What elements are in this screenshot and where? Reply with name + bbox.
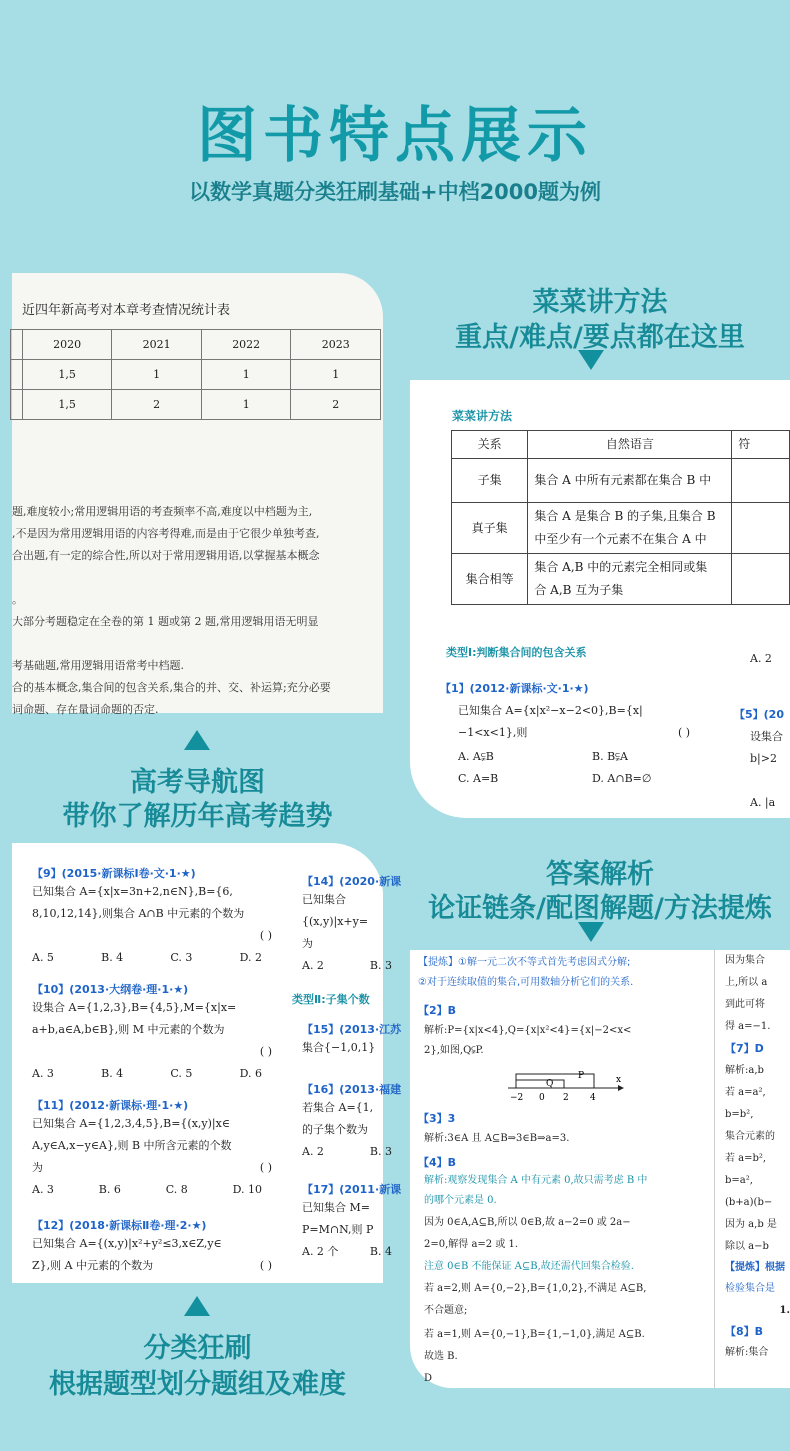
table-caption: 近四年新高考对本章考查情况统计表 — [22, 303, 231, 318]
table-cell: 1 — [201, 360, 291, 390]
table-cell: 1 — [112, 360, 202, 390]
type-title: 类型Ⅰ:判断集合间的包含关系 — [446, 646, 587, 659]
side-text: 因为 a,b 是 — [725, 1219, 777, 1230]
option: B. 4 — [101, 951, 124, 964]
right-column — [302, 1021, 402, 1059]
question-text: 8,10,12,14},则集合 A∩B 中元素的个数为 — [32, 907, 245, 920]
option: B. 3 — [369, 1145, 392, 1158]
answer-text: 解析:3∈A 且 A⊆B⇒3∈B⇒a=3. — [424, 1133, 570, 1144]
question-text: P=M∩N,则 P — [302, 1223, 374, 1236]
right-column — [302, 1081, 402, 1163]
page-title: 图书特点展示 — [197, 101, 593, 171]
answer-label: 【2】B — [418, 1004, 457, 1017]
table-cell: 1,5 — [22, 360, 112, 390]
question-text: A,y∈A,x−y∈A},则 B 中所含元素的个数 — [32, 1139, 232, 1152]
table-cell: 2 — [112, 390, 202, 420]
table-cell: 1,5 — [22, 390, 112, 420]
axis-tick: 4 — [590, 1093, 596, 1103]
paragraph-line: 合的基本概念,集合间的包含关系,集合的并、交、补运算;充分必要 — [12, 681, 331, 694]
answer-text: 若 a=2,则 A={0,−2},B={1,0,2},不满足 A⊆B, — [424, 1283, 647, 1294]
caption-method-desc: 重点/难点/要点都在这里 — [455, 322, 745, 353]
axis-tick: 0 — [539, 1093, 545, 1103]
question-text: −1<x<1},则 — [458, 726, 528, 739]
answer-text: 故选 B. — [424, 1351, 458, 1362]
table-cell: 1 — [201, 390, 291, 420]
option: B. 6 — [98, 1183, 121, 1196]
caption-practice-desc: 根据题型划分题组及难度 — [49, 1369, 346, 1400]
side-option: A. 2 — [750, 652, 772, 665]
question-block — [32, 1217, 292, 1277]
option: B. 3 — [369, 959, 392, 972]
axis-label-x: x — [616, 1075, 622, 1085]
question-text: {(x,y)|x+y= — [302, 915, 369, 928]
option: C. 8 — [165, 1183, 188, 1196]
exam-navigation-card — [12, 273, 383, 716]
caption-practice-title: 分类狂刷 — [143, 1333, 252, 1364]
arrow-up-icon — [184, 730, 210, 750]
side-question-label: 【5】(20 — [734, 708, 784, 721]
paragraph-line: 题,难度较小;常用逻辑用语的考查频率不高,难度以中档题为主, — [12, 505, 313, 518]
question-text: 为 — [32, 1161, 43, 1174]
year-cell: 2021 — [112, 330, 202, 360]
answer-text: 2=0,解得 a=2 或 1. — [424, 1239, 519, 1250]
question-text: Z},则 A 中元素的个数为 — [32, 1259, 154, 1272]
header-cell: 自然语言 — [528, 431, 732, 459]
table-header-row — [452, 431, 790, 459]
answer-text: 不合题意; — [424, 1305, 468, 1316]
answer-paren: ( ) — [259, 1045, 272, 1058]
option: D. 6 — [239, 1067, 262, 1080]
table-row — [11, 360, 381, 390]
caption-navigation-desc: 带你了解历年高考趋势 — [62, 801, 333, 832]
year-cell: 2020 — [22, 330, 112, 360]
answer-label: 【4】B — [418, 1156, 457, 1169]
answer-text: 解析:P={x|x<4},Q={x|x²<4}={x|−2<x< — [424, 1025, 632, 1036]
question-text: 已知集合 — [302, 893, 346, 906]
answer-card — [410, 950, 790, 1388]
caption-navigation-title: 高考导航图 — [130, 767, 265, 798]
side-text: 到此可将 — [725, 999, 765, 1010]
right-column — [302, 873, 402, 977]
answer-text: 因为 0∈A,A⊆B,所以 0∈B,故 a−2=0 或 2a− — [424, 1217, 631, 1228]
type-title: 类型Ⅱ:子集个数 — [292, 993, 370, 1006]
tip-text: ②对于连续取值的集合,可用数轴分析它们的关系. — [418, 977, 634, 988]
side-text: 检验集合是 — [725, 1283, 775, 1294]
axis-label-p: P — [578, 1071, 585, 1081]
side-option: A. |a — [750, 796, 776, 809]
answer-paren: ( ) — [259, 1259, 272, 1272]
question-text: 若集合 A={1, — [302, 1101, 374, 1114]
paragraph-line: 合出题,有一定的综合性,所以对于常用逻辑用语,以掌握基本概念 — [12, 549, 320, 562]
question-label: 【11】(2012·新课标·理·1·★) — [32, 1099, 189, 1112]
side-text: 上,所以 a — [725, 977, 768, 988]
desc-cell: 集合 A,B 中的元素完全相同或集 合 A,B 互为子集 — [528, 554, 732, 605]
option: A. 3 — [32, 1183, 54, 1196]
table-cell: 1 — [291, 360, 381, 390]
method-heading: 菜菜讲方法 — [452, 409, 513, 423]
question-label: 【1】(2012·新课标·文·1·★) — [440, 682, 589, 695]
option: D. 2 — [239, 951, 262, 964]
side-label: 【8】B — [725, 1325, 764, 1338]
answer-text: 解析:观察发现集合 A 中有元素 0,故只需考虑 B 中 — [424, 1175, 648, 1186]
arrow-up-icon — [184, 1296, 210, 1316]
year-cell: 2023 — [291, 330, 381, 360]
option: B. B⫋A — [592, 750, 628, 763]
axis-label-q: Q — [546, 1079, 554, 1089]
relation-cell: 子集 — [452, 459, 528, 503]
option: A. 2 — [302, 1145, 324, 1158]
question-text: 已知集合 A={x|x²−x−2<0},B={x| — [458, 704, 643, 717]
answer-text: 的哪个元素是 0. — [424, 1195, 497, 1206]
side-text: 得 a=−1. — [725, 1021, 771, 1032]
relation-cell: 集合相等 — [452, 554, 528, 605]
option: A. 3 — [32, 1067, 54, 1080]
axis-tick: 2 — [563, 1093, 569, 1103]
question-text: 已知集合 A={1,2,3,4,5},B={(x,y)|x∈ — [32, 1117, 230, 1130]
question-text: 已知集合 A={(x,y)|x²+y²≤3,x∈Z,y∈ — [32, 1237, 222, 1250]
axis-tick: −2 — [510, 1093, 524, 1103]
side-text: b=a², — [725, 1175, 753, 1186]
answer-text: D — [424, 1373, 433, 1384]
relation-cell: 真子集 — [452, 503, 528, 554]
header-cell: 符 — [732, 431, 790, 459]
paragraph-line: 词命题、存在量词命题的否定. — [12, 703, 159, 716]
number-line-diagram — [506, 1068, 626, 1108]
question-text: 已知集合 A={x|x=3n+2,n∈N},B={6, — [32, 885, 233, 898]
question-label: 【9】(2015·新课标Ⅰ卷·文·1·★) — [32, 867, 196, 880]
tip-text: 【提炼】①解一元二次不等式首先考虑因式分解; — [418, 957, 631, 968]
caption-answer-title: 答案解析 — [546, 859, 654, 890]
answer-paren: ( ) — [259, 929, 272, 942]
table-row — [452, 503, 790, 554]
question-label: 【14】(2020·新课 — [302, 875, 402, 888]
answer-text: 2},如图,Q⫋P. — [424, 1045, 484, 1056]
option: D. A∩B=∅ — [592, 772, 652, 785]
option: A. 2 个 — [302, 1245, 339, 1258]
question-text: 已知集合 M= — [302, 1201, 370, 1214]
option: B. 4 — [369, 1245, 392, 1258]
right-column — [302, 1181, 402, 1263]
question-text: 为 — [302, 937, 313, 950]
answer-text: 若 a=1,则 A={0,−1},B={1,−1,0},满足 A⊆B. — [424, 1329, 645, 1340]
side-column — [714, 950, 790, 1388]
caption-method-title: 菜菜讲方法 — [532, 287, 668, 318]
answer-paren: ( ) — [678, 726, 691, 739]
answer-note: 注意 0∈B 不能保证 A⊆B,故还需代回集合检验. — [424, 1261, 634, 1272]
question-label: 【10】(2013·大纲卷·理·1·★) — [32, 983, 189, 996]
question-text: 设集合 A={1,2,3},B={4,5},M={x|x= — [32, 1001, 237, 1014]
table-cell: 2 — [291, 390, 381, 420]
question-text: a+b,a∈A,b∈B},则 M 中元素的个数为 — [32, 1023, 225, 1036]
question-text: 的子集个数为 — [302, 1123, 368, 1136]
side-text: (b+a)(b− — [725, 1197, 773, 1208]
question-label: 【15】(2013·江苏 — [302, 1023, 402, 1036]
question-block — [32, 1097, 292, 1201]
paragraph-line: 。 — [12, 593, 23, 606]
answer-paren: ( ) — [259, 1161, 272, 1174]
side-question-text: 设集合 — [750, 730, 783, 743]
table-row — [452, 459, 790, 503]
side-text: 除以 a−b — [725, 1241, 769, 1252]
desc-cell: 集合 A 是集合 B 的子集,且集合 B 中至少有一个元素不在集合 A 中 — [528, 503, 732, 554]
paragraph-line: 大部分考题稳定在全卷的第 1 题或第 2 题,常用逻辑用语无明显 — [12, 615, 319, 628]
question-label: 【16】(2013·福建 — [302, 1083, 402, 1096]
side-text: 因为集合 — [725, 955, 765, 966]
practice-card — [12, 843, 402, 1283]
side-text: 解析:集合 — [725, 1347, 769, 1358]
paragraph-line: ,不是因为常用逻辑用语的内容考得难,而是由于它很少单独考查, — [12, 527, 320, 540]
question-block — [32, 865, 292, 969]
option: D. 10 — [232, 1183, 262, 1196]
caption-answer-desc: 论证链条/配图解题/方法提炼 — [428, 893, 772, 924]
side-text: 若 a=b², — [725, 1153, 767, 1164]
relation-table — [451, 430, 790, 605]
option: A. A⫋B — [458, 750, 494, 763]
side-question-text: b|>2 — [750, 752, 777, 765]
year-cell: 2022 — [201, 330, 291, 360]
side-text: 1. — [779, 1305, 790, 1316]
side-text: 解析:a,b — [725, 1065, 764, 1076]
side-text: b=b², — [725, 1109, 754, 1120]
option: A. 5 — [32, 951, 54, 964]
page-subtitle: 以数学真题分类狂刷基础+中档2000题为例 — [188, 180, 602, 204]
answer-label: 【3】3 — [418, 1112, 456, 1125]
side-text: 集合元素的 — [725, 1131, 775, 1142]
method-card — [410, 380, 790, 818]
desc-cell: 集合 A 中所有元素都在集合 B 中 — [528, 459, 732, 503]
side-label: 【提炼】根据 — [725, 1262, 785, 1273]
paragraph-line: 考基础题,常用逻辑用语常考中档题. — [12, 659, 184, 672]
exam-stats-table — [10, 329, 381, 420]
table-row — [452, 554, 790, 605]
option: C. A=B — [458, 772, 499, 785]
option: C. 3 — [170, 951, 193, 964]
question-label: 【17】(2011·新课 — [302, 1183, 402, 1196]
side-text: 若 a=a², — [725, 1087, 766, 1098]
question-text: 集合{−1,0,1} — [302, 1041, 376, 1054]
side-label: 【7】D — [725, 1042, 764, 1055]
question-block — [32, 981, 292, 1085]
arrow-down-icon — [578, 922, 604, 942]
table-header-row — [11, 330, 381, 360]
option: C. 5 — [170, 1067, 193, 1080]
question-label: 【12】(2018·新课标Ⅱ卷·理·2·★) — [32, 1219, 207, 1232]
table-row — [11, 390, 381, 420]
option: A. 2 — [302, 959, 324, 972]
header-cell: 关系 — [452, 431, 528, 459]
option: B. 4 — [101, 1067, 124, 1080]
arrow-down-icon — [578, 350, 604, 370]
